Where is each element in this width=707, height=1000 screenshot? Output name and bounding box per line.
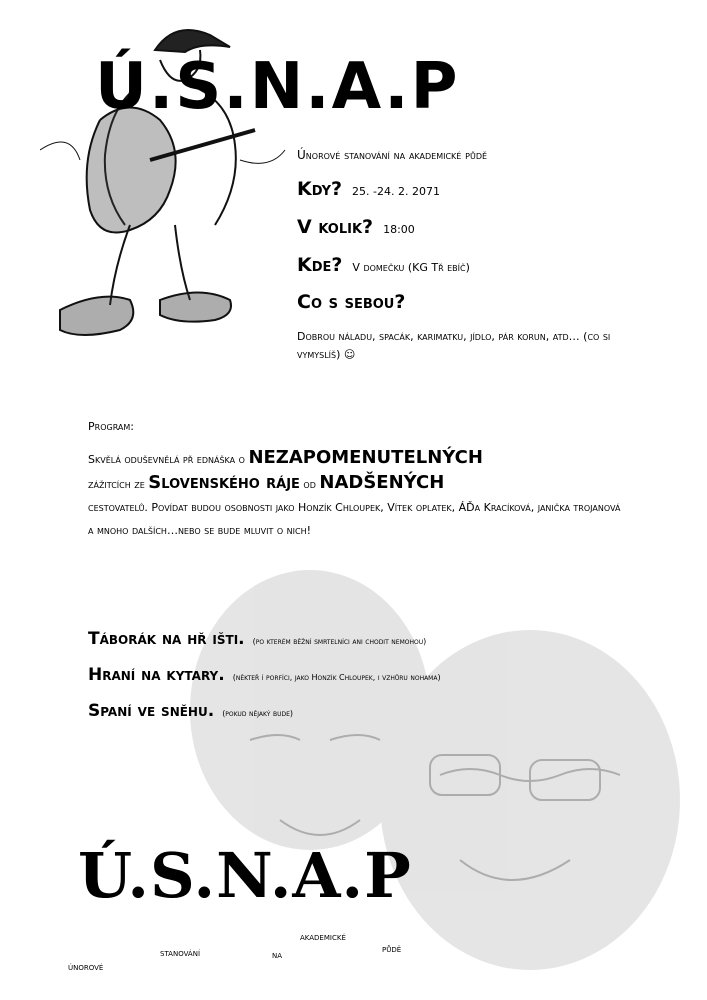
activity-guitars	[88, 665, 441, 685]
faces-background	[170, 560, 690, 990]
where-value: V domečku (KG Tř ebíč)	[352, 261, 470, 274]
time-value: 18:00	[383, 223, 415, 236]
program-part-3: od	[303, 478, 316, 491]
activity-snow	[88, 701, 293, 721]
program-highlight-1: NEZAPOMENUTELNÝCH	[248, 447, 483, 468]
bring-line	[297, 291, 405, 313]
where-label: Kde?	[297, 254, 343, 276]
program-highlight-2: Slovenského ráje	[148, 472, 300, 493]
where-line	[297, 254, 470, 276]
program-part-1: Skvělá oduševnělá př ednáška o	[88, 453, 245, 466]
when-line	[297, 178, 440, 200]
bring-label: Co s sebou?	[297, 291, 406, 313]
time-label: V kolik?	[297, 216, 374, 238]
activity-campfire	[88, 629, 426, 649]
activity-title: Spaní ve sněhu.	[88, 701, 215, 721]
bottom-word-4: akademické	[300, 932, 346, 943]
program-text	[88, 446, 628, 542]
event-subtitle: Únorové stanování na akademické půdě	[297, 148, 488, 162]
bottom-word-3: na	[272, 950, 283, 961]
bottom-word-1: únorové	[68, 962, 104, 973]
page-title: Ú.S.N.A.P	[95, 50, 460, 124]
time-line	[297, 216, 415, 238]
bring-text: Dobrou náladu, spacák, karimatku, jídlo, pár korun, atd… (co si vymyslíš) ☺	[297, 330, 611, 361]
bottom-word-5: půdě	[382, 944, 402, 955]
activity-title: Hraní na kytary.	[88, 665, 225, 685]
program-label: Program:	[88, 420, 135, 433]
bottom-logo: Ú.S.N.A.P	[78, 839, 412, 912]
activity-note: (po kterém běžní smrtelníci ani chodit nemohou)	[252, 637, 427, 646]
program-part-2: zážitcích ze	[88, 478, 145, 491]
activity-note: (někteř í porfíci, jako Honzík Chloupek, i vzhůru nohama)	[232, 673, 441, 682]
when-value: 25. -24. 2. 2071	[352, 185, 440, 198]
activity-title: Táborák na hř išti.	[88, 629, 245, 649]
activity-note: (pokud nějaký bude)	[222, 709, 293, 718]
program-part-4: cestovatelů. Povídat budou osobnosti jako Honzík Chloupek, Vítek oplatek, ÁĎa Kracíková, janička trojanová a mnoho dalších…nebo se bude mluvit o nich!	[88, 501, 621, 537]
program-highlight-3: NADŠENÝCH	[319, 472, 445, 493]
bottom-word-2: stanování	[160, 948, 201, 959]
when-label: Kdy?	[297, 178, 343, 200]
